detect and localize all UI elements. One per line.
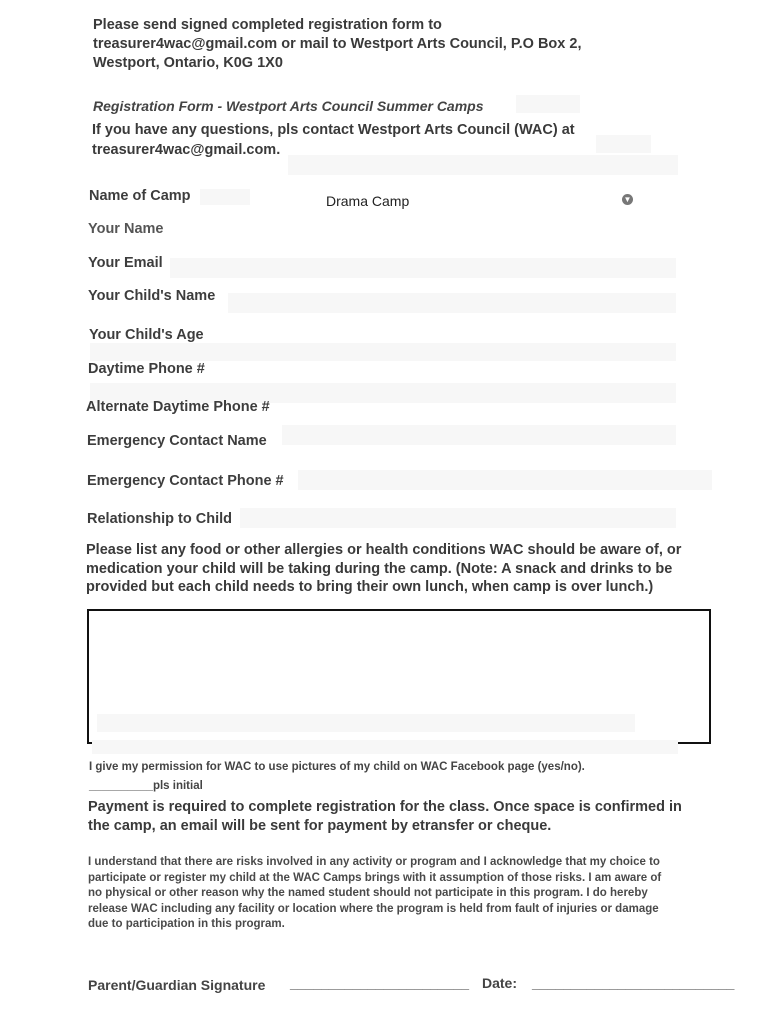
emergency-phone-input[interactable] xyxy=(298,470,712,490)
child-name-input[interactable] xyxy=(228,293,676,313)
field-shade xyxy=(97,714,635,732)
your-email-input[interactable] xyxy=(170,258,676,278)
signature-label: Parent/Guardian Signature xyxy=(88,977,266,993)
photo-permission-initial[interactable]: __________pls initial xyxy=(89,780,203,792)
camp-select-value: Drama Camp xyxy=(326,193,410,209)
instructions-line: Please send signed completed registration form to xyxy=(93,17,442,33)
waiver-line: no physical or other reason why the named student should not participate in this program. I do hereby xyxy=(88,887,648,899)
child-name-label: Your Child's Name xyxy=(88,288,216,304)
your-name-label: Your Name xyxy=(88,221,164,237)
your-name-input[interactable] xyxy=(200,218,676,240)
contact-intro-line: treasurer4wac@gmail.com. xyxy=(92,142,281,158)
contact-intro xyxy=(92,120,632,160)
field-shade xyxy=(90,343,676,361)
instructions-line: Westport, Ontario, K0G 1X0 xyxy=(93,55,283,71)
camp-select[interactable] xyxy=(318,190,640,212)
your-email-label: Your Email xyxy=(88,255,163,271)
payment-line: Payment is required to complete registration for the class. Once space is confirmed in xyxy=(88,799,682,815)
allergies-line: provided but each child needs to bring their own lunch, when camp is over lunch.) xyxy=(86,579,654,595)
payment-note xyxy=(88,798,728,836)
payment-line: the camp, an email will be sent for payment by etransfer or cheque. xyxy=(88,818,552,834)
relationship-input[interactable] xyxy=(240,508,676,528)
instructions xyxy=(93,16,653,73)
instructions-line: treasurer4wac@gmail.com or mail to Westport Arts Council, P.O Box 2, xyxy=(93,36,582,52)
alt-phone-label: Alternate Daytime Phone # xyxy=(86,399,270,415)
relationship-label: Relationship to Child xyxy=(87,511,232,527)
emergency-name-label: Emergency Contact Name xyxy=(87,433,267,449)
emergency-phone-label: Emergency Contact Phone # xyxy=(87,473,284,489)
field-shade xyxy=(516,95,580,113)
signature-line[interactable]: _______________________ xyxy=(290,975,470,991)
contact-intro-line: If you have any questions, pls contact Westport Arts Council (WAC) at xyxy=(92,122,575,138)
date-line[interactable]: __________________________ xyxy=(532,975,735,991)
waiver-line: due to participation in this program. xyxy=(88,918,285,930)
field-shade xyxy=(92,740,678,754)
chevron-down-icon[interactable]: ▼ xyxy=(623,195,632,204)
child-age-label: Your Child's Age xyxy=(89,327,204,343)
allergies-instructions xyxy=(86,541,726,597)
allergies-line: Please list any food or other allergies or health conditions WAC should be aware of, or xyxy=(86,542,682,558)
field-shade xyxy=(200,189,250,205)
waiver-line: release WAC including any facility or location where the program is held from fault of injuries or damage xyxy=(88,902,659,915)
date-label: Date: xyxy=(482,975,518,991)
camp-label: Name of Camp xyxy=(89,188,191,204)
daytime-phone-label: Daytime Phone # xyxy=(88,361,205,377)
emergency-name-input[interactable] xyxy=(282,431,676,453)
field-shade xyxy=(288,155,678,175)
photo-permission-text: I give my permission for WAC to use pictures of my child on WAC Facebook page (yes/no). xyxy=(89,761,585,773)
allergies-line: medication your child will be taking during the camp. (Note: A snack and drinks to be xyxy=(86,560,673,577)
form-title: Registration Form - Westport Arts Council Summer Camps xyxy=(93,98,484,114)
allergies-textarea[interactable] xyxy=(87,609,711,744)
waiver-line: participate or register my child at the WAC Camps brings with it assumption of those risks. I am aware of xyxy=(88,871,662,884)
waiver-line: I understand that there are risks involved in any activity or program and I acknowledge that my choice to xyxy=(88,856,660,868)
waiver-text xyxy=(88,855,728,933)
field-shade xyxy=(596,135,651,153)
